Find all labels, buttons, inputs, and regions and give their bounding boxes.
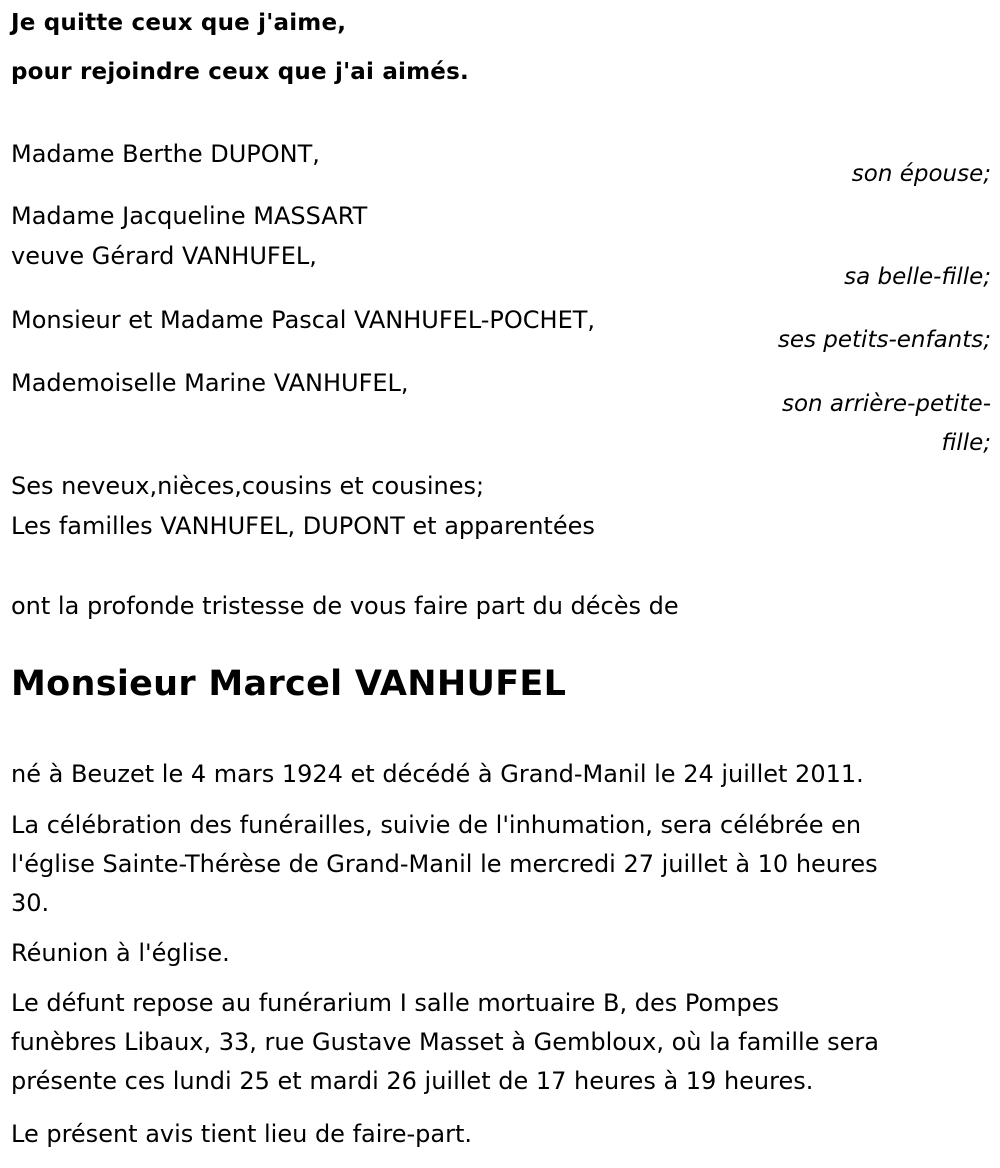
family-name-daughter-in-law-line-2: veuve Gérard VANHUFEL,: [11, 242, 317, 270]
meeting-line: Réunion à l'église.: [11, 939, 230, 967]
family-name-great-granddaughter: Mademoiselle Marine VANHUFEL,: [11, 369, 409, 397]
repose-line-1: Le défunt repose au funérarium I salle mortuaire B, des Pompes: [11, 989, 780, 1017]
relation-daughter-in-law: sa belle-fille;: [844, 264, 991, 290]
funeral-line-3: 30.: [11, 889, 50, 917]
family-name-grandchildren: Monsieur et Madame Pascal VANHUFEL-POCHET,: [11, 306, 596, 334]
closing-line: Le présent avis tient lieu de faire-part.: [11, 1120, 473, 1148]
family-name-spouse: Madame Berthe DUPONT,: [11, 140, 320, 168]
repose-line-2: funèbres Libaux, 33, rue Gustave Masset à Gembloux, où la famille sera: [11, 1028, 879, 1056]
obituary-notice: [11, 0, 991, 1168]
relation-great-granddaughter-line-1: son arrière-petite-: [781, 391, 991, 417]
relation-spouse: son épouse;: [851, 161, 991, 187]
relation-great-granddaughter-line-2: fille;: [941, 430, 991, 456]
birth-death-line: né à Beuzet le 4 mars 1924 et décédé à Grand-Manil le 24 juillet 2011.: [11, 760, 864, 788]
deceased-name: Monsieur Marcel VANHUFEL: [11, 664, 567, 704]
funeral-line-1: La célébration des funérailles, suivie de l'inhumation, sera célébrée en: [11, 811, 862, 839]
quote-line-1: Je quitte ceux que j'aime,: [11, 10, 347, 36]
announcement-text: ont la profonde tristesse de vous faire part du décès de: [11, 592, 679, 620]
repose-line-3: présente ces lundi 25 et mardi 26 juillet de 17 heures à 19 heures.: [11, 1067, 814, 1095]
relation-grandchildren: ses petits-enfants;: [777, 327, 991, 353]
quote-line-2: pour rejoindre ceux que j'ai aimés.: [11, 59, 469, 85]
extended-family-line-2: Les familles VANHUFEL, DUPONT et apparentées: [11, 512, 595, 540]
funeral-line-2: l'église Sainte-Thérèse de Grand-Manil le mercredi 27 juillet à 10 heures: [11, 850, 878, 878]
family-name-daughter-in-law-line-1: Madame Jacqueline MASSART: [11, 202, 368, 230]
extended-family-line-1: Ses neveux,nièces,cousins et cousines;: [11, 472, 485, 500]
